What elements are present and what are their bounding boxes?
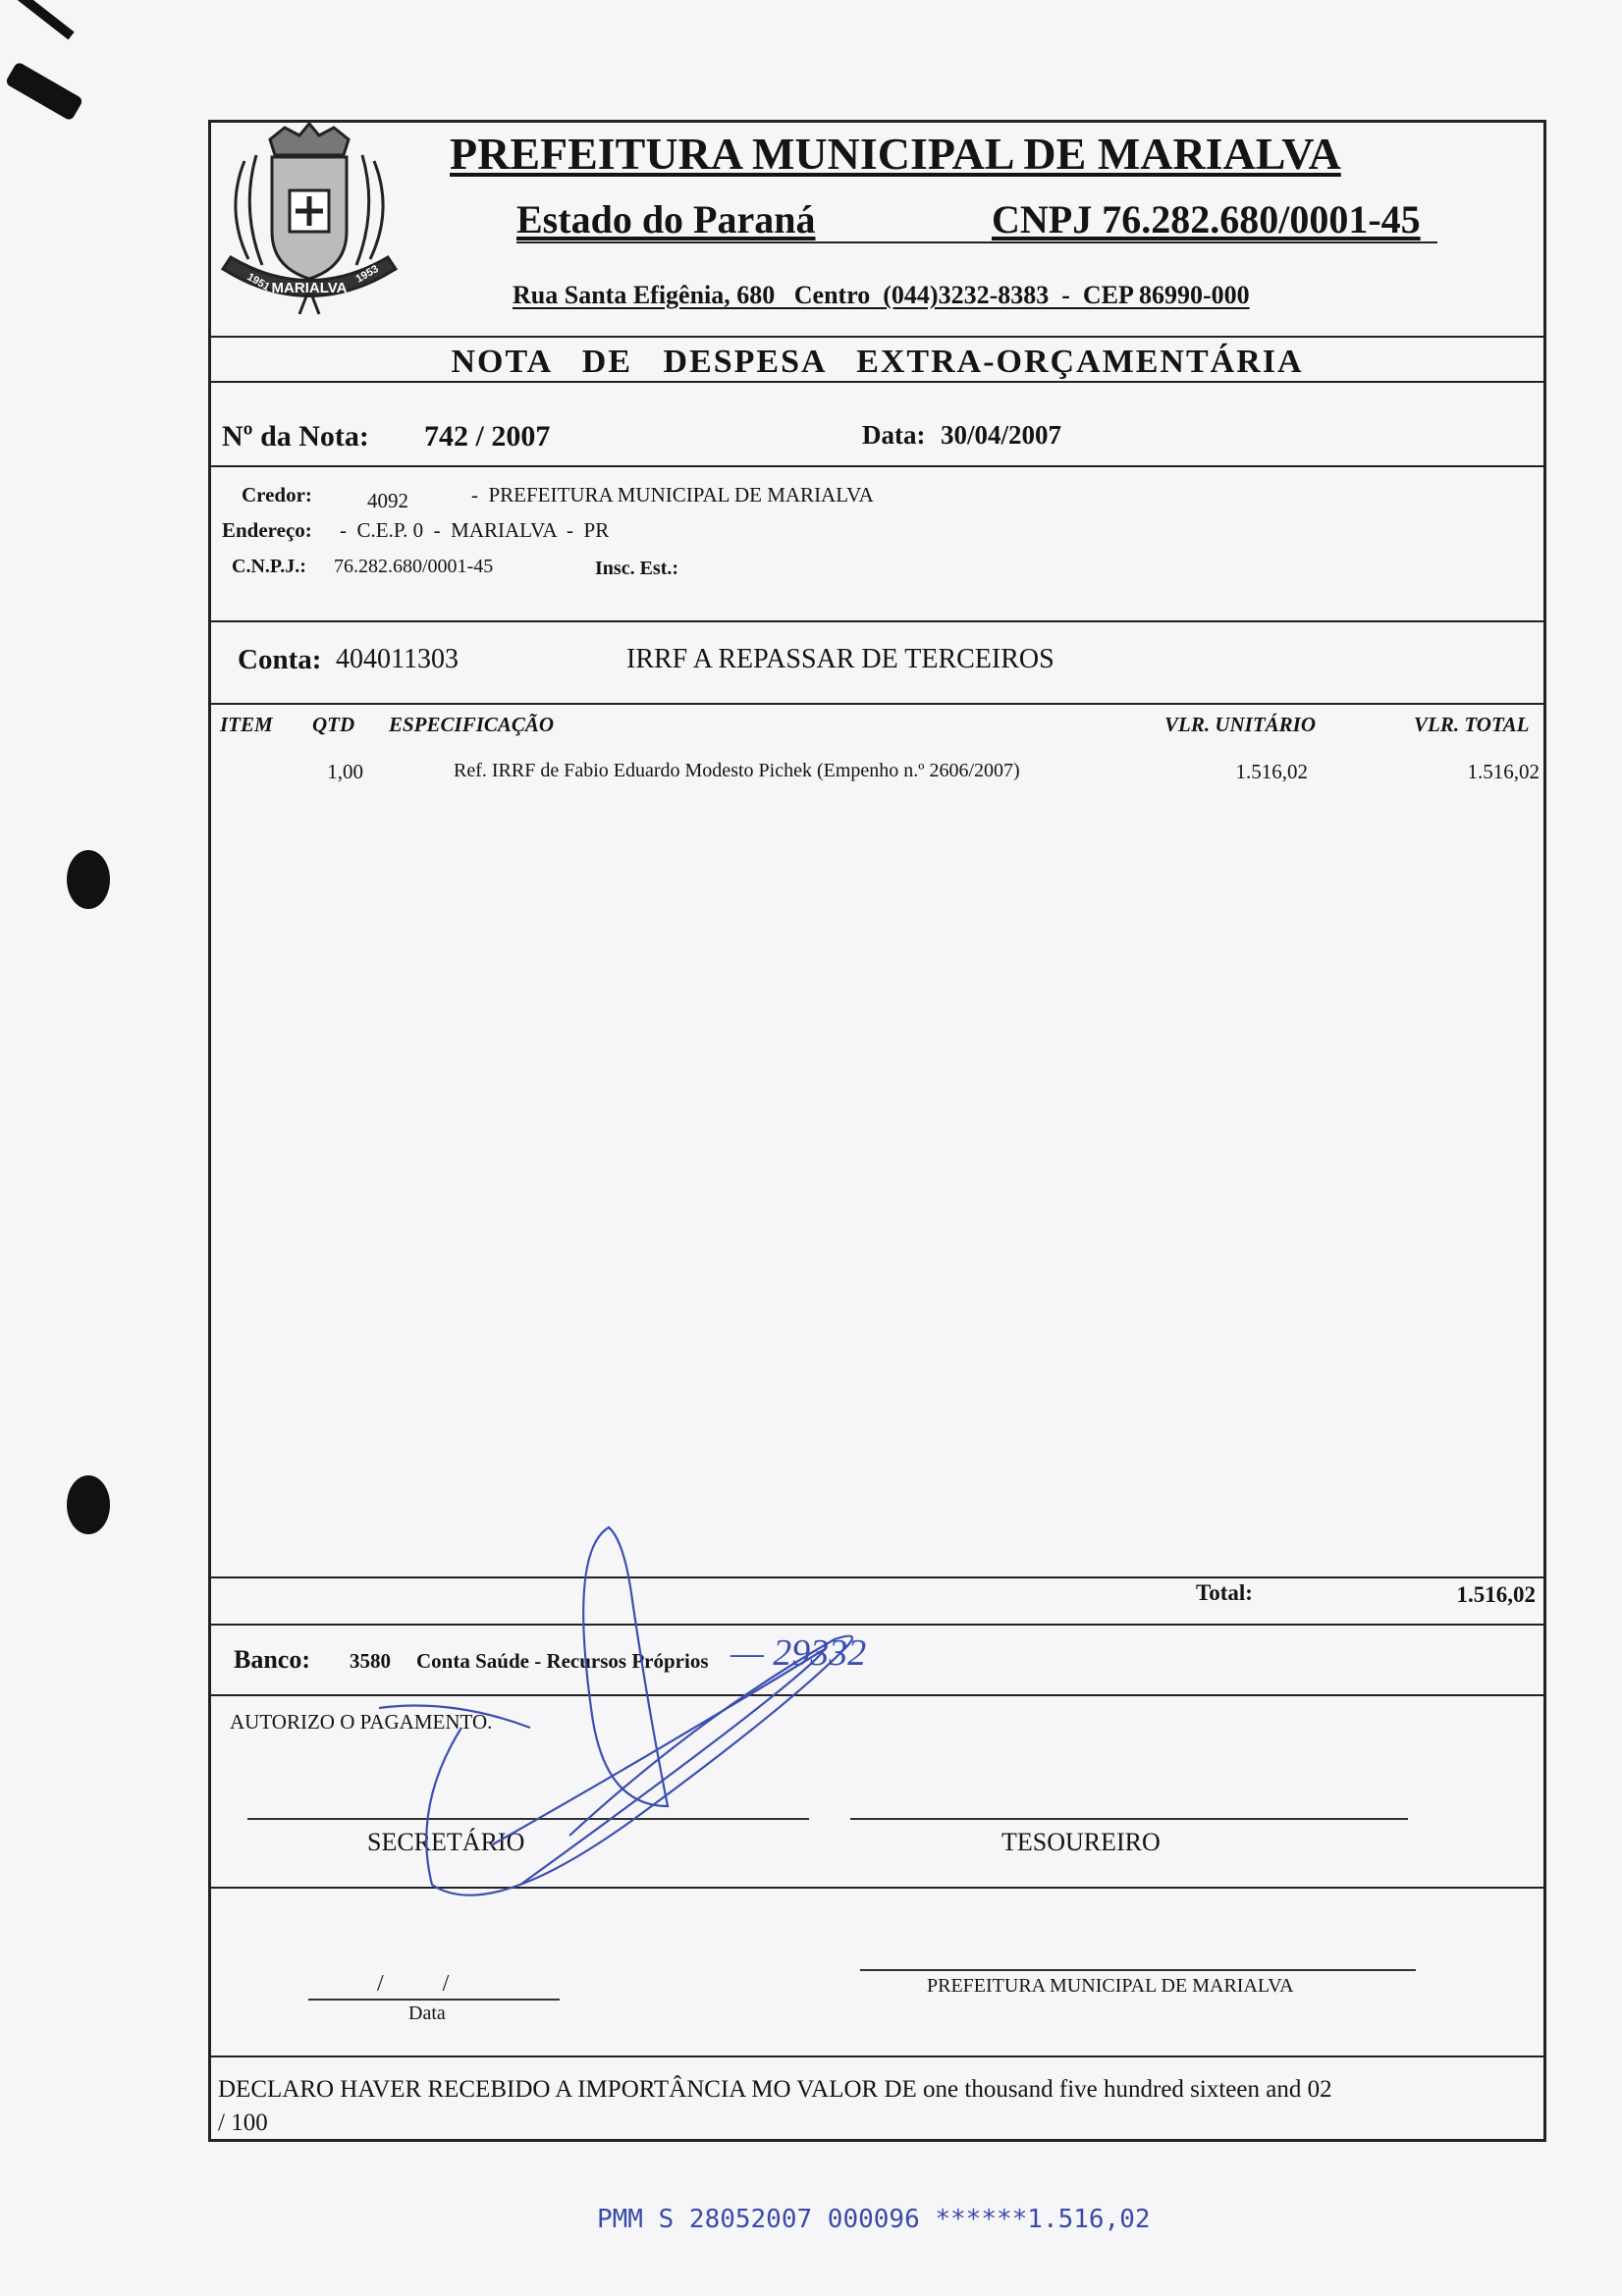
item-qtd: 1,00	[327, 760, 363, 783]
declaration-statement: DECLARO HAVER RECEBIDO A IMPORTÂNCIA MO VALOR DE	[218, 2076, 917, 2103]
receipt-date-label: Data	[408, 2002, 446, 2024]
divider	[208, 465, 1546, 467]
endereco-label: Endereço:	[222, 518, 312, 542]
staple-mark	[14, 0, 74, 39]
endereco-value: - C.E.P. 0 - MARIALVA - PR	[340, 518, 610, 542]
col-header-unit: VLR. UNITÁRIO	[1164, 713, 1317, 736]
credor-code: 4092	[367, 489, 408, 512]
municipality-title: PREFEITURA MUNICIPAL DE MARIALVA	[450, 129, 1341, 179]
receipt-date-line	[308, 1999, 560, 2001]
header-address: Rua Santa Efigênia, 680 Centro (044)3232-8383 - CEP 86990-000	[513, 281, 1250, 309]
item-spec: Ref. IRRF de Fabio Eduardo Modesto Pichek (Empenho n.º 2606/2007)	[454, 760, 1020, 781]
account-description: IRRF A REPASSAR DE TERCEIROS	[626, 644, 1054, 674]
receipt-signature-line	[860, 1969, 1416, 1971]
crest-year-right: 1953	[353, 262, 381, 286]
total-value: 1.516,02	[1456, 1582, 1536, 1607]
note-number-value: 742 / 2007	[424, 420, 551, 453]
handwritten-signature	[373, 1512, 962, 1944]
crest-text: MARIALVA	[271, 280, 348, 296]
insc-est-label: Insc. Est.:	[595, 558, 679, 579]
creditor-cnpj-value: 76.282.680/0001-45	[334, 556, 494, 577]
declaration-amount-words: one thousand five hundred sixteen and 02	[923, 2076, 1332, 2103]
divider	[208, 620, 1546, 622]
authentication-code: PMM S 28052007 000096 ******1.516,02	[597, 2205, 1151, 2234]
municipal-crest-logo	[211, 122, 403, 318]
secretary-label: SECRETÁRIO	[367, 1828, 525, 1856]
bank-code: 3580	[350, 1649, 391, 1673]
col-header-qtd: QTD	[312, 713, 355, 736]
note-number-label: Nº da Nota:	[222, 420, 369, 453]
divider	[208, 381, 1546, 383]
state-name: Estado do Paraná	[516, 197, 816, 241]
handwritten-bank-note: — 29332	[730, 1632, 867, 1674]
divider	[208, 2056, 1546, 2057]
declaration-amount-fraction: / 100	[218, 2109, 268, 2136]
divider	[208, 703, 1546, 705]
creditor-cnpj-label: C.N.P.J.:	[232, 556, 306, 577]
treasurer-label: TESOUREIRO	[1001, 1828, 1161, 1856]
bank-label: Banco:	[234, 1645, 310, 1674]
divider	[208, 336, 1546, 338]
crest-year-left: 1951	[244, 271, 272, 294]
credor-label: Credor:	[242, 483, 312, 507]
account-number: 404011303	[336, 644, 459, 674]
credor-name: - PREFEITURA MUNICIPAL DE MARIALVA	[471, 483, 874, 507]
total-label: Total:	[1196, 1580, 1253, 1605]
col-header-total: VLR. TOTAL	[1414, 713, 1530, 736]
staple-mark	[5, 61, 84, 122]
divider	[516, 241, 1437, 243]
receipt-date-slashes: / /	[377, 1971, 450, 1997]
note-date-value: 30/04/2007	[941, 420, 1062, 450]
receipt-signatory: PREFEITURA MUNICIPAL DE MARIALVA	[927, 1975, 1294, 1997]
account-label: Conta:	[238, 644, 322, 675]
col-header-spec: ESPECIFICAÇÃO	[389, 713, 555, 736]
authorization-text: AUTORIZO O PAGAMENTO.	[230, 1710, 493, 1734]
header-cnpj: CNPJ 76.282.680/0001-45	[992, 197, 1421, 241]
table-row	[208, 756, 1546, 795]
declaration-text	[218, 2073, 1534, 2140]
col-header-item: ITEM	[220, 713, 273, 736]
item-total-value: 1.516,02	[1467, 760, 1540, 783]
bank-account-name: Conta Saúde - Recursos Próprios	[416, 1649, 709, 1673]
punch-hole	[67, 850, 110, 909]
punch-hole	[67, 1475, 110, 1534]
note-date-label: Data:	[862, 420, 926, 450]
document-title: NOTA DE DESPESA EXTRA-ORÇAMENTÁRIA	[451, 344, 1304, 380]
item-unit-value: 1.516,02	[1235, 760, 1308, 783]
